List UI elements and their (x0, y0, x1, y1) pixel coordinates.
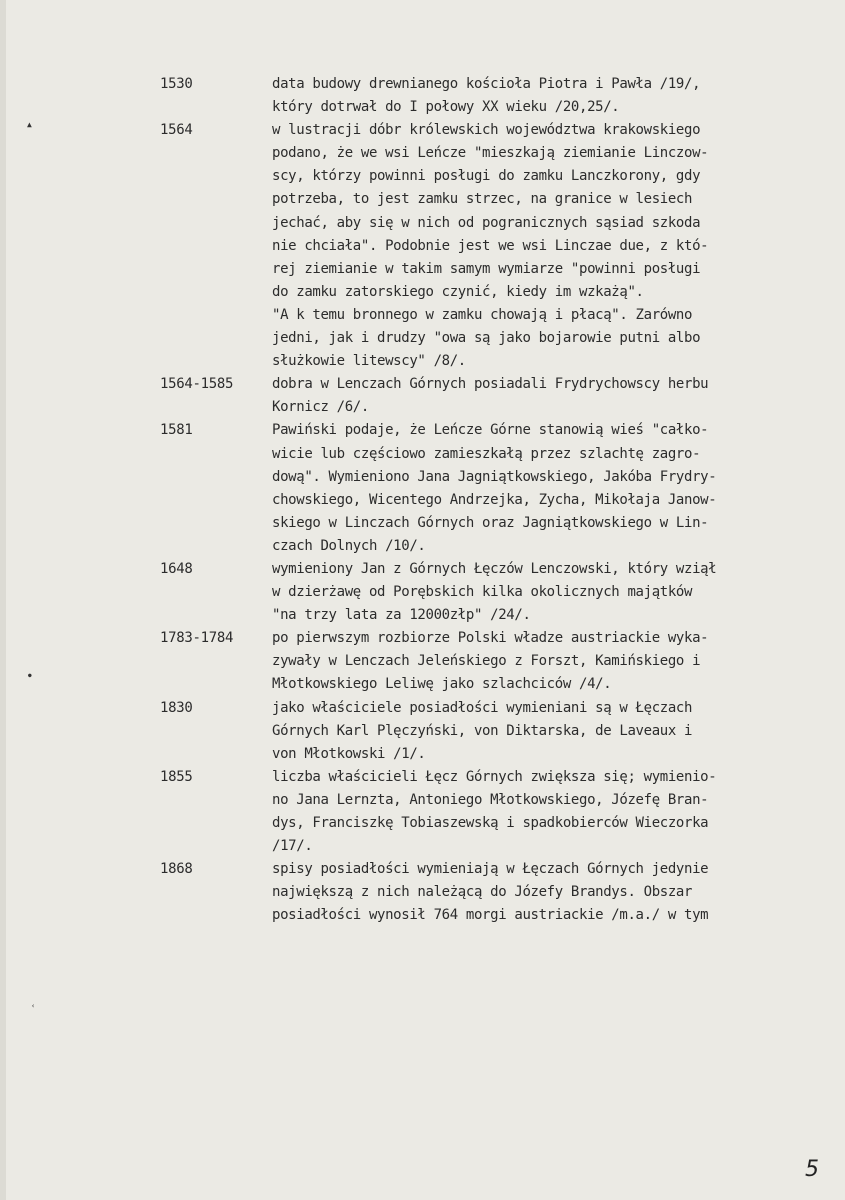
text-line: Kornicz /6/. (272, 399, 369, 416)
text-line: po pierwszym rozbiorze Polski władze austriackie wyka- (272, 630, 709, 647)
chronology-entry (0, 766, 845, 858)
entry-year: 1530 (160, 76, 193, 92)
chronology-entry (0, 373, 845, 419)
text-line: dową". Wymieniono Jana Jagniątkowskiego, Jakóba Frydry- (272, 468, 717, 485)
entry-year: 1868 (160, 861, 193, 878)
text-line: dys, Franciszkę Tobiaszewską i spadkobierców Wieczorka (272, 815, 709, 831)
text-line: nie chciała". Podobnie jest we wsi Linczae due, z któ- (272, 237, 709, 254)
text-line: dobra w Lenczach Górnych posiadali Frydrychowscy herbu (272, 376, 709, 393)
chronology-entry (0, 558, 845, 627)
entry-year: 1581 (160, 422, 193, 439)
margin-mark: ● (28, 672, 32, 679)
text-line: data budowy drewnianego kościoła Piotra i Pawła /19/, (272, 76, 701, 92)
entry-text (272, 697, 842, 766)
text-line: jechać, aby się w nich od pogranicznych sąsiad szkoda (272, 214, 701, 231)
chronology-list (0, 73, 845, 927)
entry-year: 1564 (160, 122, 193, 139)
entry-text (272, 119, 842, 373)
text-line: czach Dolnych /10/. (272, 537, 426, 554)
text-line: jako właściciele posiadłości wymieniani są w Łęczach (272, 699, 693, 716)
text-line: zywały w Lenczach Jeleńskiego z Forszt, Kamińskiego i (272, 653, 701, 670)
text-line: Młotkowskiego Leliwę jako szlachciców /4/. (272, 676, 612, 693)
text-line: wymieniony Jan z Górnych Łęczów Lenczowski, który wziął (272, 560, 717, 577)
entry-year: 1855 (160, 768, 193, 785)
text-line: wicie lub częściowo zamieszkałą przez szlachtę zagro- (272, 445, 701, 462)
chronology-entry (0, 697, 845, 766)
text-line: posiadłości wynosił 764 morgi austriackie /m.a./ w tym (272, 907, 709, 924)
entry-year: 1783-1784 (160, 630, 234, 647)
text-line: do zamku zatorskiego czynić, kiedy im wzkażą". (272, 283, 644, 300)
text-line: spisy posiadłości wymieniają w Łęczach Górnych jedynie (272, 861, 709, 878)
text-line: scy, którzy powinni posługi do zamku Lanczkorony, gdy (272, 168, 701, 185)
page-number: 5 (805, 1157, 819, 1182)
chronology-entry (0, 73, 845, 119)
entry-text (272, 558, 842, 627)
entry-year: 1648 (160, 560, 193, 577)
entry-year: 1830 (160, 699, 193, 716)
margin-mark: ‹ (31, 1002, 36, 1010)
text-line: no Jana Lernzta, Antoniego Młotkowskiego, Józefę Bran- (272, 791, 709, 808)
text-line: rej ziemianie w takim samym wymiarze "powinni posługi (272, 260, 701, 277)
chronology-entry (0, 419, 845, 558)
text-line: /17/. (272, 838, 313, 855)
text-line: podano, że we wsi Leńcze "mieszkają ziemianie Linczow- (272, 145, 709, 162)
entry-text (272, 858, 842, 927)
margin-mark: ▲ (27, 120, 32, 129)
text-line: "A k temu bronnego w zamku chowają i płacą". Zarówno (272, 306, 693, 323)
chronology-entry (0, 627, 845, 696)
chronology-entry (0, 119, 845, 373)
text-line: największą z nich należącą do Józefy Brandys. Obszar (272, 884, 693, 901)
text-line: potrzeba, to jest zamku strzec, na granice w lesiech (272, 191, 693, 208)
text-line: w dzierżawę od Porębskich kilka okolicznych majątków (272, 584, 693, 601)
text-line: chowskiego, Wicentego Andrzejka, Zycha, Mikołaja Janow- (272, 491, 717, 508)
entry-text (272, 73, 842, 119)
text-line: w lustracji dóbr królewskich województwa krakowskiego (272, 122, 701, 139)
entry-year: 1564-1585 (160, 376, 234, 393)
text-line: liczba właścicieli Łęcz Górnych zwiększa się; wymienio- (272, 768, 717, 785)
entry-text (272, 419, 842, 558)
text-line: Górnych Karl Plęczyński, von Diktarska, de Laveaux i (272, 722, 693, 739)
chronology-entry (0, 858, 845, 927)
text-line: służkowie litewscy" /8/. (272, 353, 466, 370)
text-line: jedni, jak i drudzy "owa są jako bojarowie putni albo (272, 330, 701, 347)
text-line: "na trzy lata za 12000złp" /24/. (272, 607, 531, 624)
entry-text (272, 627, 842, 696)
text-line: Pawiński podaje, że Leńcze Górne stanowią wieś "całko- (272, 422, 709, 439)
text-line: von Młotkowski /1/. (272, 745, 426, 762)
entry-text (272, 766, 842, 858)
text-line: który dotrwał do I połowy XX wieku /20,25/. (272, 99, 620, 116)
entry-text (272, 373, 842, 419)
text-line: skiego w Linczach Górnych oraz Jagniątkowskiego w Lin- (272, 514, 709, 531)
